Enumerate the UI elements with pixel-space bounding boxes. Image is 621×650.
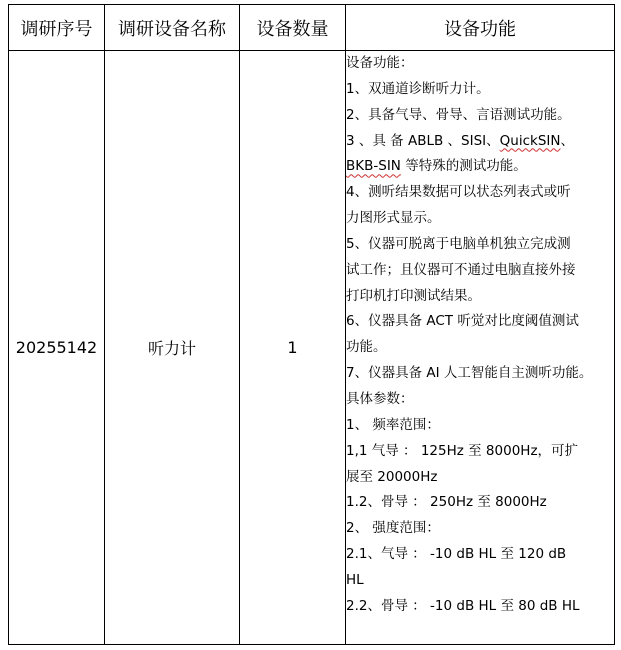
param-bone-conduction-freq: 1.2、骨导 ： 250Hz 至 8000Hz — [346, 494, 547, 511]
function-item-6-cont: 功能。 — [346, 339, 387, 356]
cell-device-name: 听力计 — [105, 51, 240, 645]
function-item-5-cont2: 打印机打印测试结果。 — [346, 287, 481, 304]
function-item-3-text: 3 、具 备 ABLB 、SISI、 — [346, 132, 500, 149]
param-air-conduction-freq-cont: 展至 20000Hz — [346, 468, 438, 485]
function-item-3 — [346, 129, 614, 155]
function-item-5-cont: 试工作；且仪器可不通过电脑直接外接 — [346, 261, 576, 278]
header-device-name: 调研设备名称 — [105, 5, 240, 51]
function-item-5: 5、仪器可脱离于电脑单机独立完成测 — [346, 235, 571, 252]
param-air-conduction-intensity-cont: HL — [346, 571, 364, 588]
param-intensity-range: 2、 强度范围： — [346, 520, 440, 537]
function-item-4: 4、测听结果数据可以状态列表式或听 — [346, 184, 571, 201]
header-function: 设备功能 — [346, 5, 615, 51]
spell-flag-quicksin: QuickSIN — [499, 132, 561, 149]
function-item-1: 1、双通道诊断听力计。 — [346, 80, 490, 97]
function-item-6: 6、仪器具备 ACT 听觉对比度阈值测试 — [346, 313, 579, 330]
param-air-conduction-intensity: 2.1、气导 ： -10 dB HL 至 120 dB — [346, 546, 567, 563]
param-air-conduction-freq: 1,1 气导 ： 125Hz 至 8000Hz，可扩 — [346, 442, 579, 459]
function-item-3-cont — [346, 154, 614, 180]
header-survey-no: 调研序号 — [9, 5, 105, 51]
cell-survey-no: 20255142 — [9, 51, 105, 645]
function-item-3-sep: 、 — [560, 132, 574, 149]
function-item-3-tail: 等特殊的测试功能。 — [400, 158, 527, 175]
params-heading: 具体参数： — [346, 390, 414, 407]
function-item-7: 7、仪器具备 AI 人工智能自主测听功能。 — [346, 365, 593, 382]
function-heading: 设备功能： — [346, 55, 414, 71]
function-item-4-cont: 力图形式显示。 — [346, 210, 441, 227]
cell-quantity: 1 — [240, 51, 346, 645]
header-quantity: 设备数量 — [240, 5, 346, 51]
param-frequency-range: 1、 频率范围： — [346, 416, 440, 433]
param-bone-conduction-intensity: 2.2、骨导 ： -10 dB HL 至 80 dB HL — [346, 597, 580, 614]
header-row — [9, 5, 615, 51]
table-row — [9, 51, 615, 645]
spell-flag-bkbsin: BKB-SIN — [346, 158, 401, 175]
survey-table — [8, 4, 615, 645]
function-item-2: 2、具备气导、骨导、言语测试功能。 — [346, 106, 571, 123]
cell-function — [346, 51, 615, 645]
